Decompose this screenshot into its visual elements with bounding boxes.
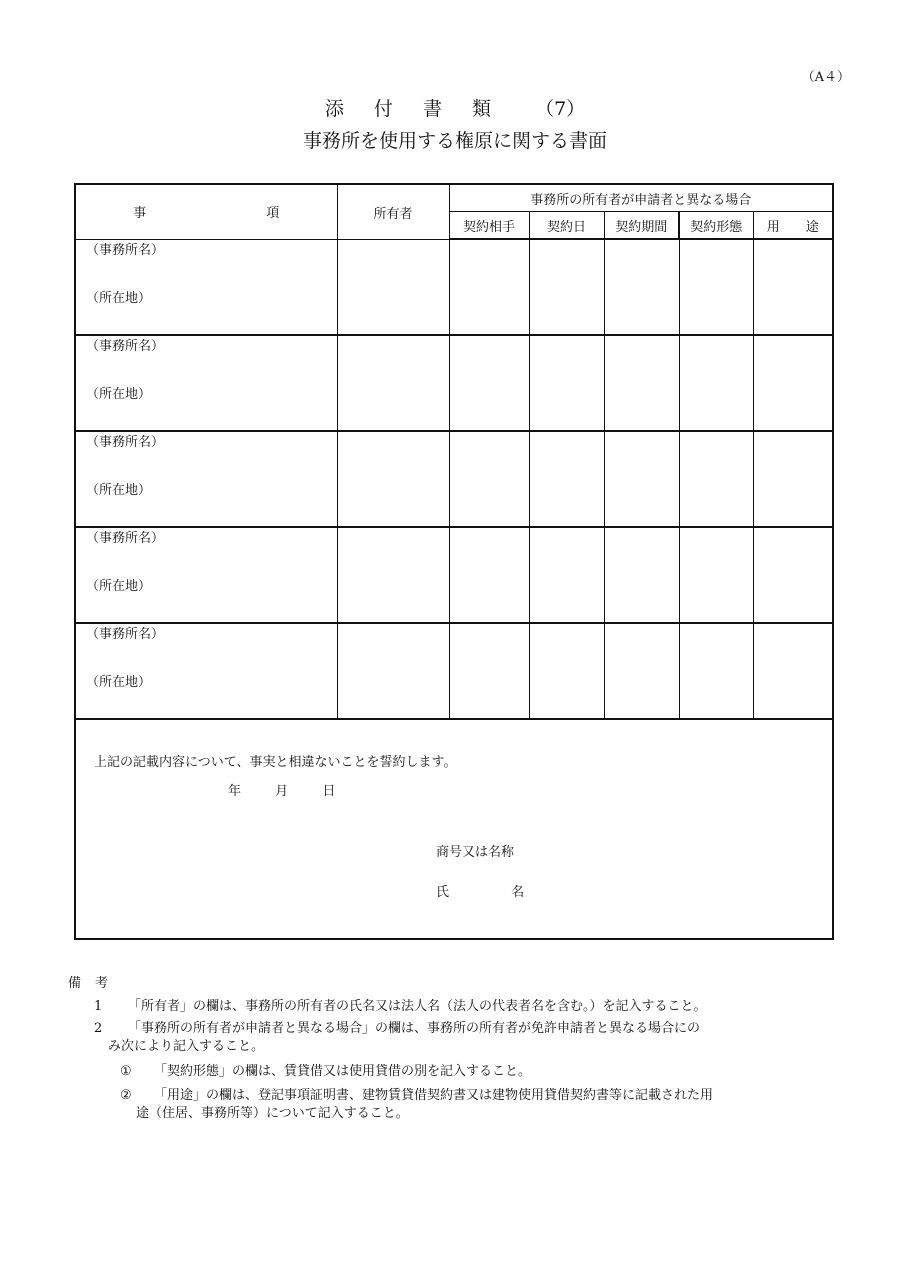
pledge-statement: 上記の記載内容について、事実と相違ないことを誓約します。 [94,754,457,770]
table-row [75,527,833,623]
usage-cell[interactable] [753,623,833,719]
office-name-label: （事務所名） [86,626,165,642]
usage-cell[interactable] [753,431,833,527]
contract-date-cell[interactable] [529,239,604,335]
note-number: 1 [94,999,103,1014]
title-char: 付 [373,98,393,120]
contract-type-cell[interactable] [679,527,753,623]
office-name-label: （事務所名） [86,242,165,258]
pledge-date[interactable] [228,780,365,799]
office-name-label: （事務所名） [86,434,165,450]
contract-party-cell[interactable] [449,239,529,335]
location-label: （所在地） [86,290,152,306]
location-label: （所在地） [86,482,152,498]
table-row [75,239,833,335]
location-label: （所在地） [86,578,152,594]
name-label-2: 名 [511,884,525,900]
office-info-cell[interactable] [75,527,337,623]
contract-period-cell[interactable] [604,335,679,431]
title-char: 類 [472,98,492,120]
note-text: 「事務所の所有者が申請者と異なる場合」の欄は、事務所の所有者が免許申請者と異なる場合にの [128,1021,701,1036]
table-row [75,623,833,719]
notes-heading [68,972,108,991]
header-owner-differs: 事務所の所有者が申請者と異なる場合 [449,184,833,212]
header-contract-date: 契約日 [529,212,604,240]
person-name-label [436,881,524,900]
note-1 [94,998,707,1016]
contract-period-cell[interactable] [604,623,679,719]
owner-cell[interactable] [337,623,449,719]
location-label: （所在地） [86,386,152,402]
day-label: 日 [322,783,336,799]
usage-cell[interactable] [753,239,833,335]
pledge-cell [75,719,833,939]
usage-cell[interactable] [753,335,833,431]
note-number: ② [120,1088,132,1103]
note-2-sub-2 [120,1087,713,1105]
contract-date-cell[interactable] [529,431,604,527]
note-2-sub-1 [120,1063,531,1081]
note-number: 2 [94,1021,103,1036]
office-name-label: （事務所名） [86,338,165,354]
contract-period-cell[interactable] [604,527,679,623]
location-label: （所在地） [86,674,152,690]
note-text: 「用途」の欄は、登記事項証明書、建物賃貸借契約書又は建物使用貸借契約書等に記載された用 [154,1088,714,1103]
contract-party-cell[interactable] [449,623,529,719]
note-2 [94,1020,700,1038]
contract-party-cell[interactable] [449,527,529,623]
office-info-cell[interactable] [75,239,337,335]
owner-cell[interactable] [337,335,449,431]
header-item-right: 項 [266,206,280,222]
contract-type-cell[interactable] [679,239,753,335]
contract-type-cell[interactable] [679,335,753,431]
owner-cell[interactable] [337,239,449,335]
header-owner: 所有者 [337,184,449,239]
owner-cell[interactable] [337,431,449,527]
title-number: （7） [535,98,586,120]
month-label: 月 [275,783,289,799]
usage-cell[interactable] [753,527,833,623]
title-char: 書 [422,98,442,120]
office-name-label: （事務所名） [86,530,165,546]
owner-cell[interactable] [337,527,449,623]
header-item [75,184,337,239]
trade-name-label: 商号又は名称 [436,844,515,860]
contract-period-cell[interactable] [604,239,679,335]
notes-heading-2: 考 [95,976,109,991]
notes-heading-1: 備 [68,976,82,991]
contract-date-cell[interactable] [529,527,604,623]
title-char: 添 [324,98,344,120]
paper-size-label: （A４） [801,70,850,85]
rights-form-table [74,183,834,940]
table-row [75,431,833,527]
office-info-cell[interactable] [75,335,337,431]
year-label: 年 [228,783,242,799]
contract-date-cell[interactable] [529,335,604,431]
header-contract-party: 契約相手 [449,212,529,240]
name-label-1: 氏 [436,884,450,900]
note-text: 「所有者」の欄は、事務所の所有者の氏名又は法人名（法人の代表者名を含む。）を記入すること。 [128,999,707,1014]
pledge-row [75,719,833,939]
contract-type-cell[interactable] [679,623,753,719]
document-title [0,94,910,121]
note-2-continued: み次により記入すること。 [108,1039,265,1054]
header-contract-type: 契約形態 [679,212,753,240]
contract-party-cell[interactable] [449,335,529,431]
note-2-sub-2-continued: 途（住居、事務所等）について記入すること。 [136,1106,409,1121]
note-text: 「契約形態」の欄は、賃貸借又は使用貸借の別を記入すること。 [154,1064,532,1079]
header-usage: 用 途 [753,212,833,240]
table-row [75,335,833,431]
header-contract-period: 契約期間 [604,212,679,240]
contract-party-cell[interactable] [449,431,529,527]
office-info-cell[interactable] [75,431,337,527]
contract-type-cell[interactable] [679,431,753,527]
office-info-cell[interactable] [75,623,337,719]
contract-period-cell[interactable] [604,431,679,527]
note-number: ① [120,1064,132,1079]
header-item-left: 事 [133,206,147,222]
document-subtitle: 事務所を使用する権原に関する書面 [302,130,607,152]
contract-date-cell[interactable] [529,623,604,719]
